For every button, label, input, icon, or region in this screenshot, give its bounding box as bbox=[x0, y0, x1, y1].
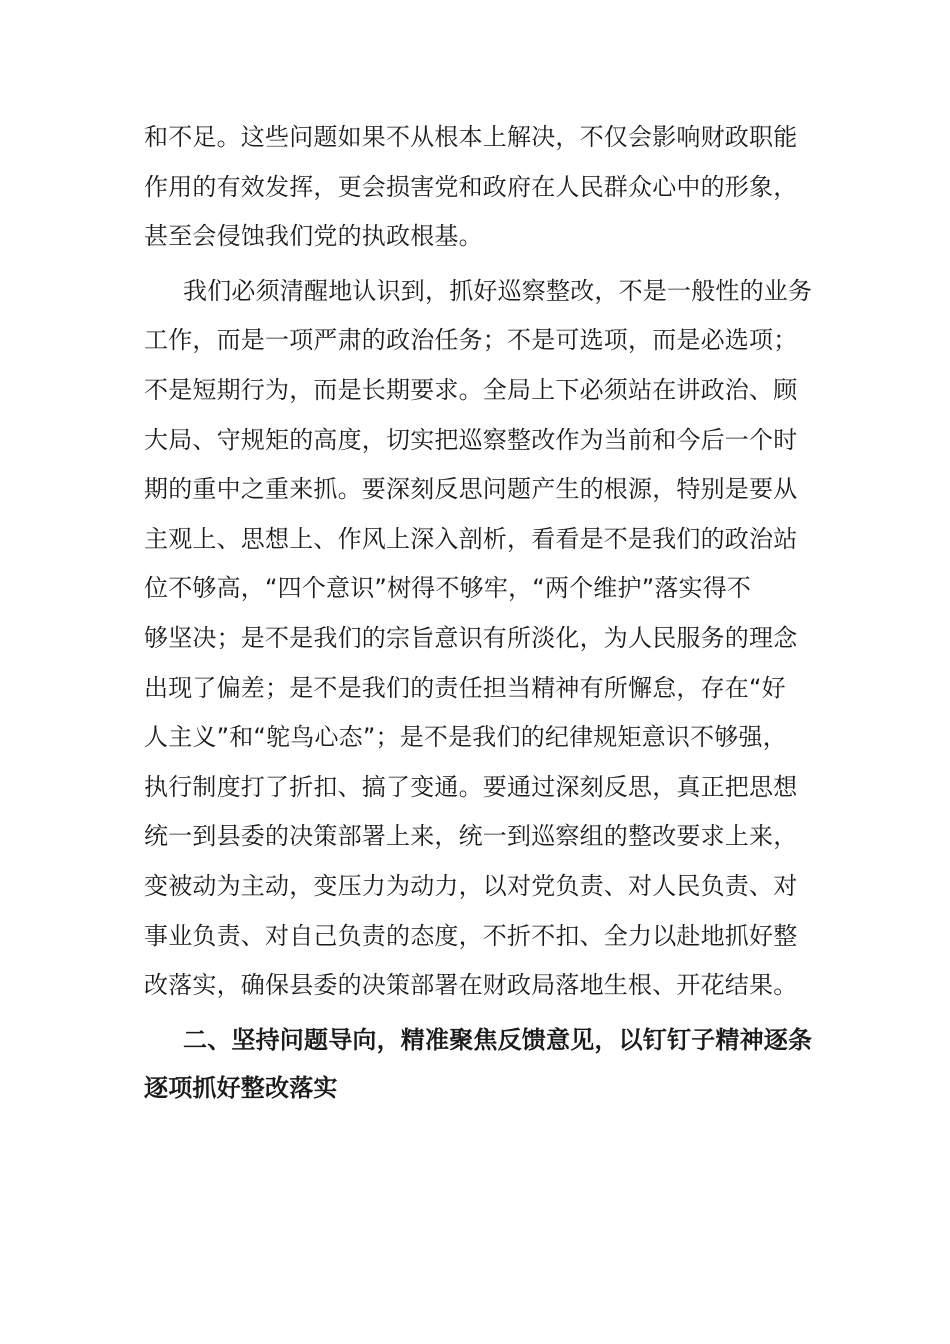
heading-line: 逐项抓好整改落实 bbox=[144, 1073, 338, 1102]
text-line: 主观上、思想上、作风上深入剖析，看看是不是我们的政治站 bbox=[144, 524, 798, 553]
heading-line: 二、坚持问题导向，精准聚焦反馈意见，以钉钉子精神逐条 bbox=[183, 1025, 813, 1054]
text-line: 甚至会侵蚀我们党的执政根基。 bbox=[144, 222, 483, 251]
text-line: 我们必须清醒地认识到，抓好巡察整改，不是一般性的业务 bbox=[183, 276, 813, 305]
text-line: 变被动为主动，变压力为动力，以对党负责、对人民负责、对 bbox=[144, 871, 798, 900]
text-line: 改落实，确保县委的决策部署在财政局落地生根、开花结果。 bbox=[144, 971, 798, 1000]
text-line: 出现了偏差；是不是我们的责任担当精神有所懈怠，存在“好 bbox=[144, 673, 786, 702]
text-line: 统一到县委的决策部署上来，统一到巡察组的整改要求上来， bbox=[144, 822, 798, 851]
text-line: 和不足。这些问题如果不从根本上解决，不仅会影响财政职能 bbox=[144, 123, 798, 151]
text-line: 执行制度打了折扣、搞了变通。要通过深刻反思，真正把思想 bbox=[144, 772, 798, 801]
document-body bbox=[144, 113, 824, 1112]
text-line: 事业负责、对自己负责的态度，不折不扣、全力以赴地抓好整 bbox=[144, 921, 798, 950]
text-line: 位不够高，“四个意识”树得不够牢，“两个维护”落实得不 bbox=[144, 574, 752, 603]
text-line: 工作，而是一项严肃的政治任务；不是可选项，而是必选项； bbox=[144, 326, 798, 355]
text-line: 期的重中之重来抓。要深刻反思问题产生的根源，特别是要从 bbox=[144, 475, 798, 504]
paragraph-continuation bbox=[144, 113, 824, 262]
text-line: 不是短期行为，而是长期要求。全局上下必须站在讲政治、顾 bbox=[144, 375, 798, 404]
text-line: 大局、守规矩的高度，切实把巡察整改作为当前和今后一个时 bbox=[144, 425, 798, 454]
paragraph-rectification-awareness bbox=[144, 267, 824, 1011]
section-heading-2 bbox=[144, 1016, 824, 1112]
text-line: 够坚决；是不是我们的宗旨意识有所淡化，为人民服务的理念 bbox=[144, 623, 798, 652]
text-line: 人主义”和“鸵鸟心态”；是不是我们的纪律规矩意识不够强， bbox=[144, 723, 787, 752]
text-line: 作用的有效发挥，更会损害党和政府在人民群众心中的形象， bbox=[144, 172, 798, 201]
